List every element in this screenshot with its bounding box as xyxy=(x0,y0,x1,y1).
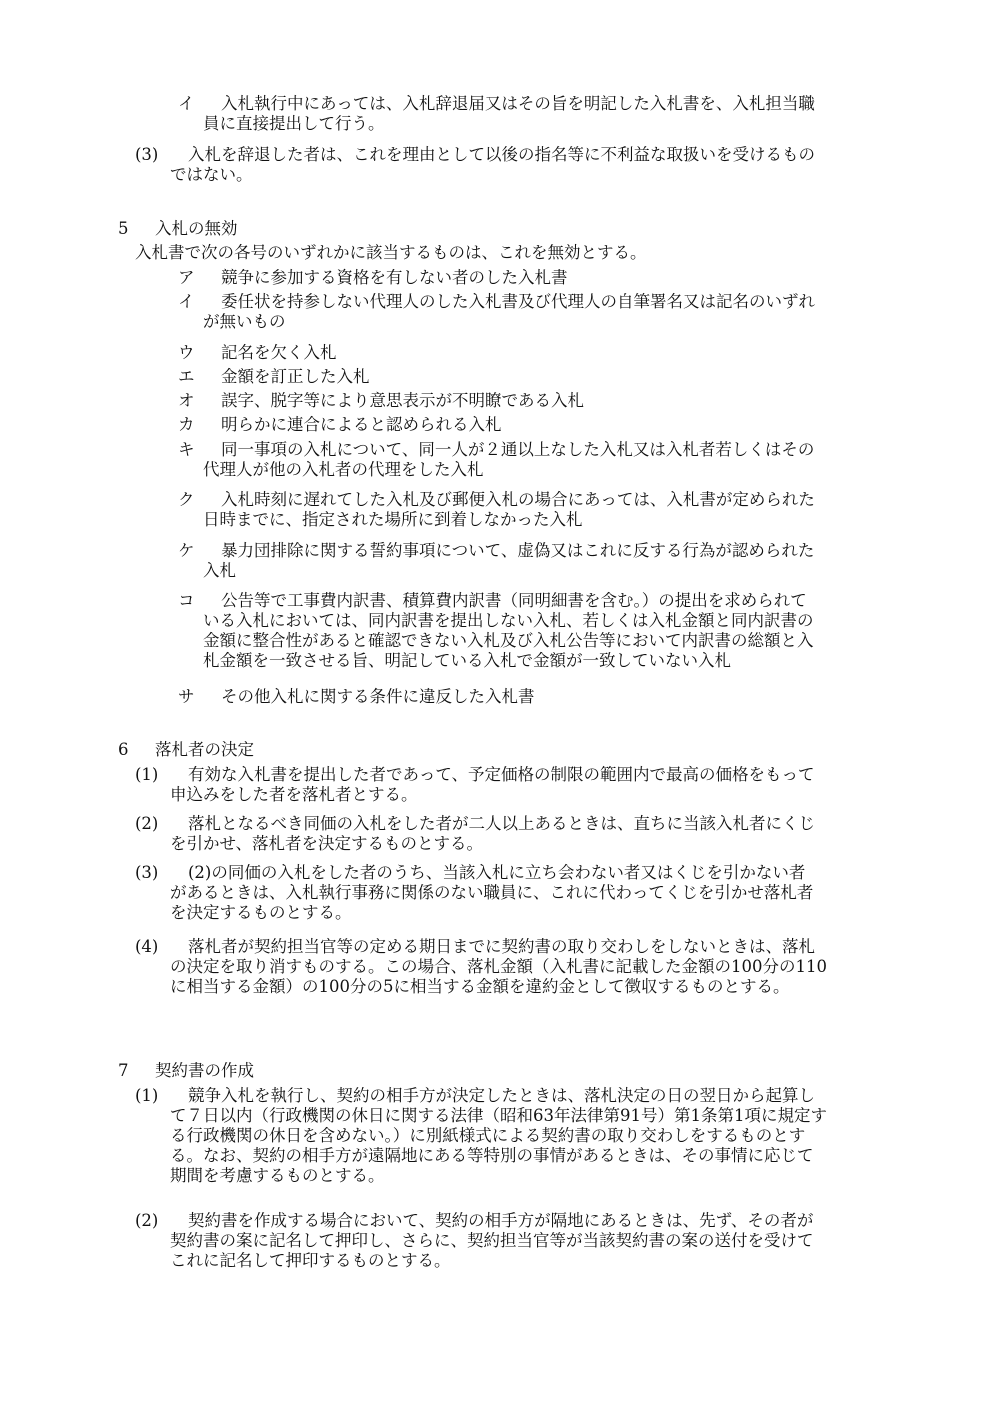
item-text: 日時までに、指定された場所に到着しなかった入札 xyxy=(203,510,583,529)
item-text: 暴力団排除に関する誓約事項について、虚偽又はこれに反する行為が認められた xyxy=(221,541,815,560)
item-text: 有効な入札書を提出した者であって、予定価格の制限の範囲内で最高の価格をもって xyxy=(188,765,815,784)
item-text: 記名を欠く入札 xyxy=(221,343,337,362)
section-number: 6 xyxy=(118,740,129,759)
item-marker: ケ xyxy=(178,541,195,560)
item-text: 入札 xyxy=(203,561,236,580)
item-text: 期間を考慮するものとする。 xyxy=(170,1166,385,1185)
item-text: 代理人が他の入札者の代理をした入札 xyxy=(203,460,484,479)
item-marker: コ xyxy=(178,591,195,610)
item-text: 入札執行中にあっては、入札辞退届又はその旨を明記した入札書を、入札担当職 xyxy=(221,94,815,113)
item-marker: カ xyxy=(178,415,195,434)
item-text: (2)の同価の入札をした者のうち、当該入札に立ち会わない者又はくじを引かない者 xyxy=(188,863,806,882)
item-marker: ウ xyxy=(178,343,195,362)
item-text: 落札となるべき同価の入札をした者が二人以上あるときは、直ちに当該入札者にくじ xyxy=(188,814,815,833)
section-title: 落札者の決定 xyxy=(155,740,254,759)
item-text: 落札者が契約担当官等の定める期日までに契約書の取り交わしをしないときは、落札 xyxy=(188,937,815,956)
item-marker: (1) xyxy=(135,1086,159,1105)
section-intro: 入札書で次の各号のいずれかに該当するものは、これを無効とする。 xyxy=(135,243,647,262)
item-text: 公告等で工事費内訳書、積算費内訳書（同明細書を含む。）の提出を求められて xyxy=(221,591,807,610)
item-marker: イ xyxy=(178,292,195,311)
item-text: る。なお、契約の相手方が遠隔地にある等特別の事情があるときは、その事情に応じて xyxy=(170,1146,814,1165)
item-text: に相当する金額）の100分の5に相当する金額を違約金として徴収するものとする。 xyxy=(170,977,790,996)
item-text: 競争に参加する資格を有しない者のした入札書 xyxy=(221,268,568,287)
item-marker: (3) xyxy=(135,863,159,882)
item-marker: キ xyxy=(178,440,195,459)
item-text: 契約書を作成する場合において、契約の相手方が隔地にあるときは、先ず、その者が xyxy=(188,1211,814,1230)
item-text: 同一事項の入札について、同一人が２通以上なした入札又は入札者若しくはその xyxy=(221,440,815,459)
item-text: 契約書の案に記名して押印し、さらに、契約担当官等が当該契約書の案の送付を受けて xyxy=(170,1231,814,1250)
item-marker: (2) xyxy=(135,814,159,833)
section-number: 7 xyxy=(118,1061,129,1080)
item-text: ではない。 xyxy=(170,165,253,184)
section-title: 契約書の作成 xyxy=(155,1061,254,1080)
item-marker: サ xyxy=(178,687,195,706)
item-text: 金額を訂正した入札 xyxy=(221,367,370,386)
item-marker: (1) xyxy=(135,765,159,784)
item-text: を決定するものとする。 xyxy=(170,903,352,922)
item-text: これに記名して押印するものとする。 xyxy=(170,1251,451,1270)
section-number: 5 xyxy=(118,219,129,238)
item-marker: (4) xyxy=(135,937,159,956)
item-text: いる入札においては、同内訳書を提出しない入札、若しくは入札金額と同内訳書の xyxy=(203,611,814,630)
item-text: 入札を辞退した者は、これを理由として以後の指名等に不利益な取扱いを受けるもの xyxy=(188,145,815,164)
item-text: 金額に整合性があると確認できない入札及び入札公告等において内訳書の総額と入 xyxy=(203,631,814,650)
item-text: 明らかに連合によると認められる入札 xyxy=(221,415,502,434)
item-text: を引かせ、落札者を決定するものとする。 xyxy=(170,834,484,853)
item-text: があるときは、入札執行事務に関係のない職員に、これに代わってくじを引かせ落札者 xyxy=(170,883,814,902)
item-text: 委任状を持参しない代理人のした入札書及び代理人の自筆署名又は記名のいずれ xyxy=(221,292,815,311)
item-text: その他入札に関する条件に違反した入札書 xyxy=(221,687,535,706)
item-marker: ア xyxy=(178,268,195,287)
item-text: 札金額を一致させる旨、明記している入札で金額が一致していない入札 xyxy=(203,651,731,670)
item-text: 員に直接提出して行う。 xyxy=(203,114,385,133)
item-marker: (2) xyxy=(135,1211,159,1230)
item-marker: エ xyxy=(178,367,195,386)
item-text: る行政機関の休日を含めない。）に別紙様式による契約書の取り交わしをするものとす xyxy=(170,1126,806,1145)
item-marker: オ xyxy=(178,391,195,410)
item-marker: ク xyxy=(178,490,195,509)
item-text: 申込みをした者を落札者とする。 xyxy=(170,785,418,804)
item-text: 競争入札を執行し、契約の相手方が決定したときは、落札決定の日の翌日から起算し xyxy=(188,1086,815,1105)
item-marker: イ xyxy=(178,94,195,113)
item-text: 誤字、脱字等により意思表示が不明瞭である入札 xyxy=(221,391,584,410)
item-text: て７日以内（行政機関の休日に関する法律（昭和63年法律第91号）第1条第1項に規定す xyxy=(170,1106,827,1125)
item-marker: (3) xyxy=(135,145,159,164)
item-text: 入札時刻に遅れてした入札及び郵便入札の場合にあっては、入札書が定められた xyxy=(221,490,815,509)
item-text: の決定を取り消すものする。この場合、落札金額（入札書に記載した金額の100分の110 xyxy=(170,957,827,976)
section-title: 入札の無効 xyxy=(155,219,238,238)
item-text: が無いもの xyxy=(203,312,286,331)
